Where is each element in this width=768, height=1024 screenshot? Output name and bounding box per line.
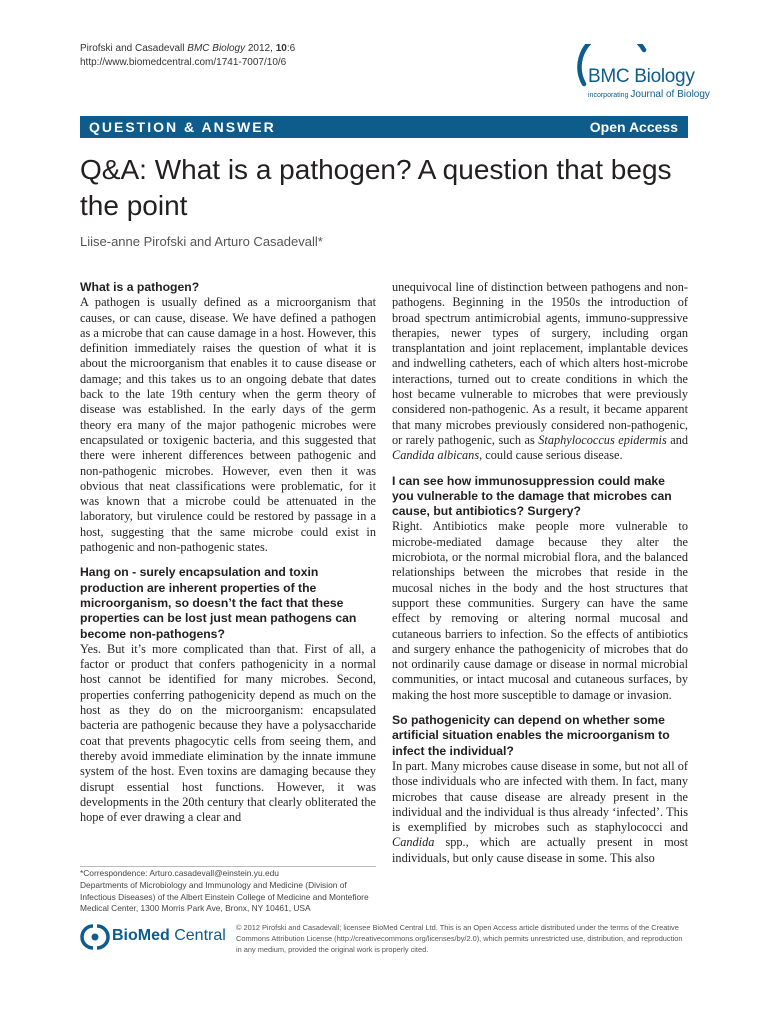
- paragraph: A pathogen is usually defined as a microorganism that causes, or can cause, disease. We have defined a pathogen as a microbe that can cause damage in a host. However, this definition immediately raises the question of what it is about the microorganism that enables it to cause disease or damage; and this takes us to an ongoing debate that dates back to the late 19th century when the germ theory of disease was established. In the early days of the germ theory era many of the major pathogenic microbes were encapsulated or toxigenic bacteria, and this suggested that there were inherent differences between pathogenic and non-pathogenic microbes. However, even then it was obvious that neat classifications were problematic, for it was known that a microbe could be attenuated in the laboratory, but virulence could be restored by passage in a host, suggesting that the same microbe could exist in pathogenic and non-pathogenic states.: [80, 295, 376, 555]
- citation-header: [80, 42, 295, 70]
- journal-logo-sub: [588, 89, 710, 100]
- section-heading: What is a pathogen?: [80, 280, 200, 294]
- journal-logo-sub-big: Journal of Biology: [630, 89, 710, 100]
- species-name: Candida: [392, 835, 435, 850]
- paragraph: [392, 280, 688, 464]
- paragraph-text: In part. Many microbes cause disease in some, but not all of those individuals who are infected with them. In fact, many microbes that cause disease are already present in the individual and the individual is thus already ‘infected’. This is exemplified by microbes such as staphylococci and: [392, 758, 688, 835]
- open-access-badge: Open Access: [589, 119, 678, 135]
- section-bar: [80, 116, 688, 138]
- body-column-left: [80, 280, 376, 825]
- section-heading: Hang on - surely encapsulation and toxin production are inherent properties of the microorganism, so doesn’t the fact that these properties can be lost just mean pathogens can become non-pathogens?: [80, 565, 357, 641]
- citation-year: 2012,: [247, 43, 273, 54]
- publisher-name: [112, 927, 226, 945]
- citation-url[interactable]: http://www.biomedcentral.com/1741-7007/10/6: [80, 57, 287, 68]
- publisher-logo: [80, 922, 240, 956]
- species-name: Candida albicans: [392, 448, 480, 463]
- footnote-divider: [80, 866, 376, 867]
- citation-volume: 10: [275, 43, 287, 54]
- footnote: [80, 868, 376, 915]
- citation-line: [80, 42, 295, 56]
- affiliation: Departments of Microbiology and Immunology and Medicine (Division of Infectious Diseases) of the Albert Einstein College of Medicine and Montefiore Medical Center, 1300 Morris Park Ave, Bronx, NY 10461, USA: [80, 879, 369, 914]
- article-authors: Liise-anne Pirofski and Arturo Casadevall*: [80, 234, 323, 249]
- citation-journal: BMC Biology: [187, 43, 246, 54]
- correspondence-email[interactable]: *Correspondence: Arturo.casadevall@einstein.yu.edu: [80, 868, 279, 878]
- paragraph-text: and: [670, 432, 689, 447]
- paragraph: [392, 759, 688, 866]
- citation-authors: Pirofski and Casadevall: [80, 43, 185, 54]
- paragraph-text: spp., which are actually present in most individuals, but only cause disease in some. This also: [392, 835, 688, 865]
- section-heading: I can see how immunosuppression could make you vulnerable to the damage that microbes can cause, but antibiotics? Surgery?: [392, 473, 672, 519]
- paragraph: Yes. But it’s more complicated than that. First of all, a factor or product that confers pathogenicity in a normal host cannot be identified for many microbes. Second, properties conferring pathogenicity depend as much on the host as they do on the microorganism: encapsulated bacteria are pathogenic because they have a polysaccharide coat that prevents phagocytic cells from seeing them, and thereby avoid immediate elimination by the innate immune system of the host. Even toxins are damaging because they disrupt essential host functions. However, it was developments in the 20th century that clearly obliterated the hope of ever drawing a clear and: [80, 641, 376, 825]
- biomed-mark-icon: [80, 922, 110, 952]
- body-column-right: [392, 280, 688, 866]
- license-text: © 2012 Pirofski and Casadevall; licensee BioMed Central Ltd. This is an Open Access article distributed under the terms of the Creative Commons Attribution License (http://creativecommons.org/licenses/by/2.0), which permits unrestricted use, distribution, and reproduction in any medium, provided the original work is properly cited.: [236, 923, 683, 954]
- publisher-name-rest: Central: [169, 927, 226, 944]
- citation-article: :6: [286, 43, 296, 54]
- journal-logo: [566, 44, 710, 104]
- section-label: QUESTION & ANSWER: [89, 119, 276, 135]
- paragraph-text: , could cause serious disease.: [479, 448, 623, 463]
- article-title: Q&A: What is a pathogen? A question that begs the point: [80, 154, 672, 221]
- journal-logo-name: BMC Biology: [588, 66, 695, 87]
- publisher-name-bold: BioMed: [112, 927, 170, 944]
- species-name: Staphylococcus epidermis: [538, 432, 667, 447]
- paragraph: Right. Antibiotics make people more vulnerable to microbe-mediated damage because they alter the microbiota, or the normal microbial flora, and the balanced relationships between the microbes that reside in the mucosal niches in the body and the host structures that support these communities. Surgery can have the same effect by removing or altering normal mucosal and cutaneous barriers to infection. So the effects of antibiotics and surgery enhance the pathogenicity of microbes that do not ordinarily cause damage or disease in normal microbial communities, or intact mucosal and cutaneous surfaces, by making the host more susceptible to damage or invasion.: [392, 519, 688, 702]
- journal-logo-sub-small: incorporating: [588, 92, 629, 99]
- section-heading: So pathogenicity can depend on whether some artificial situation enables the microorganism to infect the individual?: [392, 713, 670, 758]
- paragraph-text: unequivocal line of distinction between pathogens and non-pathogens. Beginning in the 1950s the introduction of broad spectrum antimicrobial agents, immuno-suppressive therapies, newer types of surgery, including organ transplantation and joint replacement, implantable devices and indwelling catheters, each of which alters host-microbe interactions, turned out to create conditions in which the host became vulnerable to microbes that were previously considered non-pathogenic. As a result, it became apparent that many microbes previously considered non-pathogenic, or rarely pathogenic, such as: [392, 280, 688, 447]
